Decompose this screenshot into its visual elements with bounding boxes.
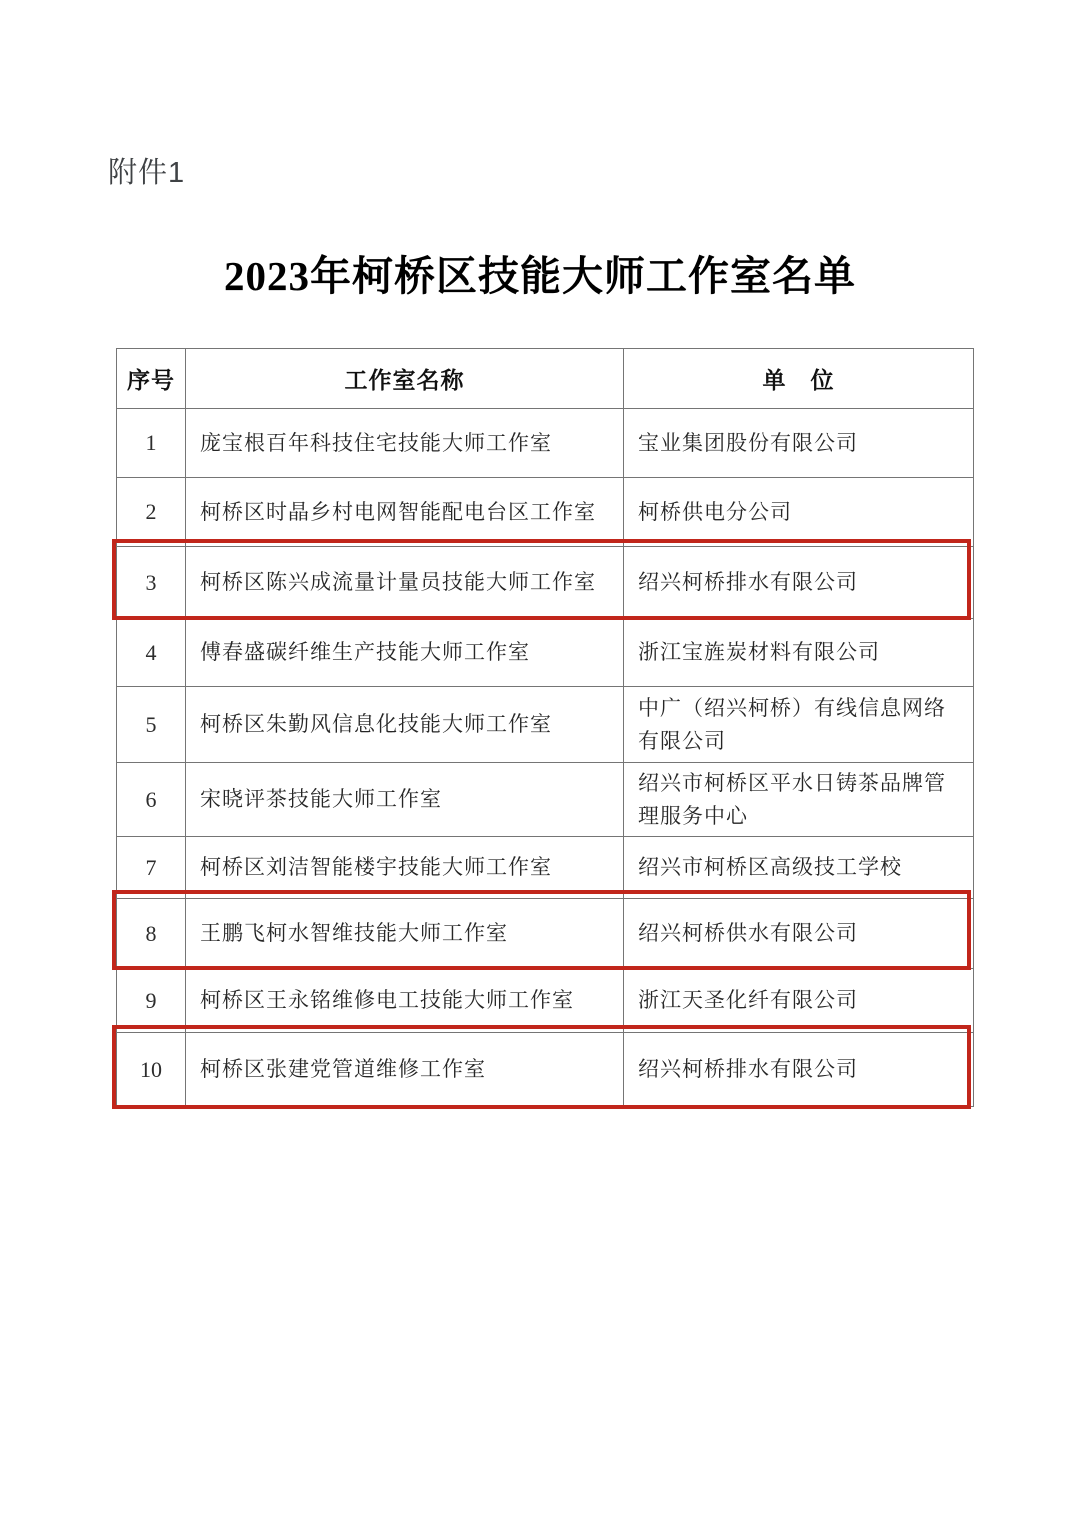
- table-row: [117, 969, 974, 1033]
- unit-cell: 中广（绍兴柯桥）有线信息网络有限公司: [624, 687, 974, 763]
- row-number-cell: 2: [117, 478, 186, 547]
- table-row: [117, 478, 974, 547]
- table-row: [117, 619, 974, 687]
- page-title: 2023年柯桥区技能大师工作室名单: [224, 253, 856, 299]
- col-header-workshop: 工作室名称: [186, 349, 624, 409]
- unit-cell: 绍兴市柯桥区平水日铸茶品牌管理服务中心: [624, 763, 974, 837]
- col-header-unit: 单 位: [624, 349, 974, 409]
- col-header-no: 序号: [117, 349, 186, 409]
- row-number-cell: 7: [117, 837, 186, 899]
- workshop-name-cell: 庞宝根百年科技住宅技能大师工作室: [186, 409, 624, 478]
- table-row: [117, 409, 974, 478]
- unit-cell: 绍兴柯桥排水有限公司: [624, 1033, 974, 1107]
- unit-cell: 绍兴柯桥供水有限公司: [624, 899, 974, 969]
- table-row: [117, 837, 974, 899]
- table-row-highlighted: [117, 547, 974, 619]
- row-number-cell: 9: [117, 969, 186, 1033]
- table-row-highlighted: [117, 899, 974, 969]
- table-row-highlighted: [117, 1033, 974, 1107]
- row-number-cell: 5: [117, 687, 186, 763]
- workshop-name-cell: 宋晓评茶技能大师工作室: [186, 763, 624, 837]
- workshop-name-cell: 柯桥区张建党管道维修工作室: [186, 1033, 624, 1107]
- workshop-name-cell: 傅春盛碳纤维生产技能大师工作室: [186, 619, 624, 687]
- row-number-cell: 3: [117, 547, 186, 619]
- unit-cell: 绍兴市柯桥区高级技工学校: [624, 837, 974, 899]
- unit-cell: 浙江宝旌炭材料有限公司: [624, 619, 974, 687]
- row-number-cell: 4: [117, 619, 186, 687]
- row-number-cell: 8: [117, 899, 186, 969]
- unit-cell: 绍兴柯桥排水有限公司: [624, 547, 974, 619]
- workshop-name-cell: 柯桥区朱勤风信息化技能大师工作室: [186, 687, 624, 763]
- unit-cell: 浙江天圣化纤有限公司: [624, 969, 974, 1033]
- row-number-cell: 10: [117, 1033, 186, 1107]
- row-number-cell: 6: [117, 763, 186, 837]
- workshop-name-cell: 王鹏飞柯水智维技能大师工作室: [186, 899, 624, 969]
- unit-cell: 宝业集团股份有限公司: [624, 409, 974, 478]
- table-row: [117, 763, 974, 837]
- workshop-name-cell: 柯桥区王永铭维修电工技能大师工作室: [186, 969, 624, 1033]
- table-header-row: [117, 349, 974, 409]
- row-number-cell: 1: [117, 409, 186, 478]
- workshop-name-cell: 柯桥区陈兴成流量计量员技能大师工作室: [186, 547, 624, 619]
- workshop-name-cell: 柯桥区时晶乡村电网智能配电台区工作室: [186, 478, 624, 547]
- workshops-table: [116, 348, 974, 1107]
- table-row: [117, 687, 974, 763]
- attachment-label: 附件1: [108, 157, 186, 189]
- unit-cell: 柯桥供电分公司: [624, 478, 974, 547]
- workshop-name-cell: 柯桥区刘洁智能楼宇技能大师工作室: [186, 837, 624, 899]
